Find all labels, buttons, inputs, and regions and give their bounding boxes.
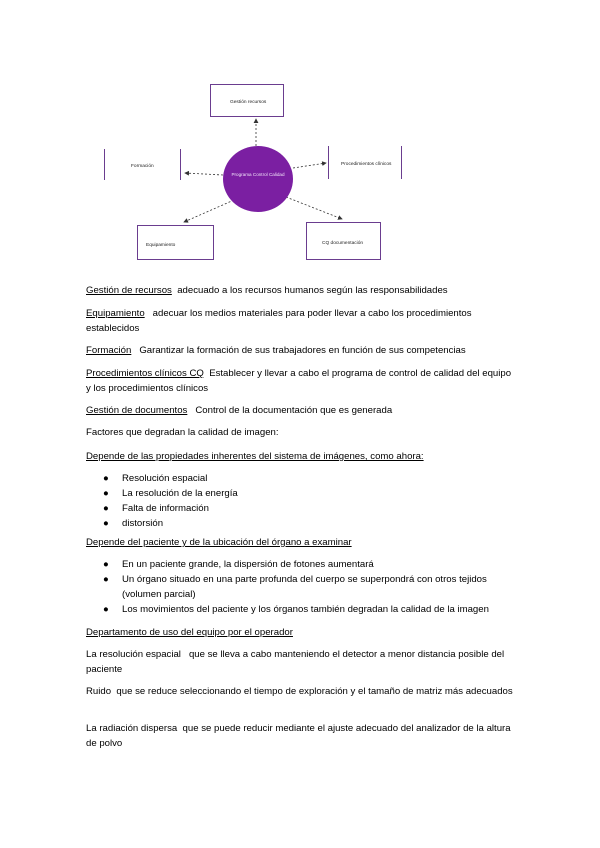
term: Procedimientos clínicos CQ — [86, 368, 204, 379]
box-label: Formación — [131, 164, 154, 169]
bullet: ● — [103, 574, 109, 585]
box-documentacion — [306, 222, 381, 260]
section1-heading: Depende de las propiedades inherentes del sistema de imágenes, como ahora: — [86, 451, 424, 462]
bullet: ● — [103, 503, 109, 514]
term: La resolución espacial — [86, 649, 181, 660]
term: Formación — [86, 345, 132, 356]
box-gestion-recursos — [210, 84, 284, 117]
list-item-text: Un órgano situado en una parte profunda del cuerpo se superpondrá con otros tejidos (volumen parcial) — [122, 574, 487, 600]
box-procedimientos — [328, 146, 402, 179]
paragraph-text: que se lleva a cabo manteniendo el detector a menor distancia posible del paciente — [86, 649, 505, 675]
paragraph-text: que se reduce seleccionando el tiempo de exploración y el tamaño de matriz más adecuados — [116, 686, 513, 697]
definition-formacion — [86, 343, 516, 358]
list-item-text: Falta de información — [122, 503, 209, 514]
operator-paragraph — [86, 721, 516, 751]
connector-bottom-left — [184, 200, 234, 222]
bullet: ● — [103, 488, 109, 499]
list-item-text: Los movimientos del paciente y los órganos también degradan la calidad de la imagen — [122, 604, 489, 615]
definition-text: Control de la documentación que es generada — [195, 405, 393, 416]
box-formacion — [104, 149, 181, 180]
connector-right — [293, 163, 326, 168]
factors-intro: Factores que degradan la calidad de imagen: — [86, 427, 279, 438]
term: Gestión de documentos — [86, 405, 188, 416]
box-label: CQ documentación — [322, 241, 364, 246]
box-equipamiento — [137, 225, 214, 260]
list-item — [86, 516, 516, 531]
term: Gestión de recursos — [86, 285, 172, 296]
section2-list — [86, 557, 516, 617]
paragraph-text: que se puede reducir mediante el ajuste adecuado del analizador de la altura de polvo — [86, 723, 511, 749]
list-item — [86, 557, 516, 572]
list-item-text: distorsión — [122, 518, 164, 529]
list-item — [86, 572, 516, 602]
definition-gestion-recursos — [86, 283, 516, 298]
definition-text: Establecer y llevar a cabo el programa de control de calidad del equipo y los procedimientos clínicos — [86, 368, 512, 394]
section3-heading: Departamento de uso del equipo por el operador — [86, 627, 293, 638]
definition-text: adecuar los medios materiales para poder llevar a cabo los procedimientos establecidos — [86, 308, 472, 334]
list-item-text: Resolución espacial — [122, 473, 208, 484]
definition-procedimientos — [86, 366, 516, 396]
box-label: Equipamiento — [146, 243, 176, 248]
operator-paragraph — [86, 647, 516, 677]
operator-paragraph — [86, 684, 516, 699]
definition-text: adecuado a los recursos humanos según las responsabilidades — [177, 285, 448, 296]
hub-label: Programa Control Calidad — [231, 172, 285, 177]
section1-list — [86, 471, 516, 531]
list-item-text: En un paciente grande, la dispersión de fotones aumentará — [122, 559, 374, 570]
hub-circle — [223, 146, 293, 212]
term: La radiación dispersa — [86, 723, 178, 734]
definition-text: Garantizar la formación de sus trabajadores en función de sus competencias — [139, 345, 466, 356]
bullet: ● — [103, 604, 109, 615]
definition-gestion-documentos — [86, 403, 516, 418]
section2-heading: Depende del paciente y de la ubicación del órgano a examinar — [86, 537, 352, 548]
box-label: Gestión recursos — [230, 100, 267, 105]
box-label: Procedimientos clínicos — [341, 162, 392, 167]
connector-bottom-right — [286, 197, 342, 219]
list-item — [86, 501, 516, 516]
quality-control-diagram — [0, 0, 600, 260]
list-item-text: La resolución de la energía — [122, 488, 238, 499]
bullet: ● — [103, 559, 109, 570]
term: Ruido — [86, 686, 112, 697]
definition-equipamiento — [86, 306, 516, 336]
bullet: ● — [103, 473, 109, 484]
diagram-connectors — [0, 0, 600, 260]
list-item — [86, 602, 516, 617]
term: Equipamiento — [86, 308, 145, 319]
connector-left — [185, 173, 223, 175]
list-item — [86, 471, 516, 486]
bullet: ● — [103, 518, 109, 529]
list-item — [86, 486, 516, 501]
